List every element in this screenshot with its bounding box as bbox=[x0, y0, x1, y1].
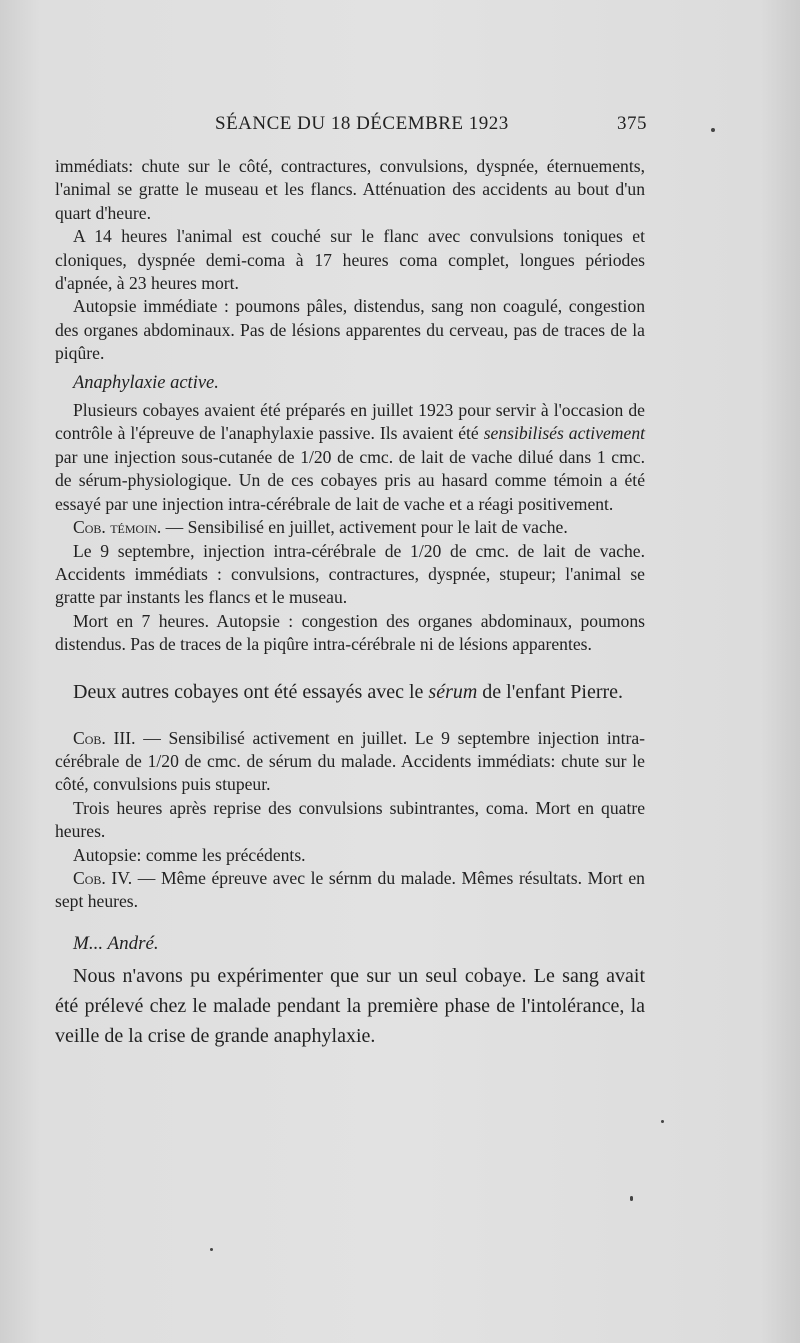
page-number: 375 bbox=[617, 113, 647, 134]
emphasis: sensibilisés activement bbox=[483, 423, 646, 444]
text-span: — Sensibilisé activement en juillet. Le 9 septembre injection intra-cérébrale de 1/20 de cmc. de sérum du malade. Accidents immédiats: chute sur le côté, convulsions puis stupeur. bbox=[55, 727, 645, 795]
text-span: — Même épreuve avec le sérnm du malade. Mêmes résultats. Mort en sept heures. bbox=[55, 867, 645, 912]
specimen-label: Cob. témoin. bbox=[73, 517, 162, 538]
text-span: par une injection sous-cutanée de 1/20 de cmc. de lait de vache dilué dans 1 cmc. de sérum-physiologique. Un de ces cobayes pris au hasard comme témoin a été essayé par une injection intra-cérébrale de lait de vache et a réagi positivement. bbox=[55, 446, 645, 514]
paragraph: A 14 heures l'animal est couché sur le flanc avec convulsions toniques et cloniques, dyspnée demi-coma à 17 heures coma complet, longues périodes d'apnée, à 23 heures mort. bbox=[55, 226, 645, 294]
paragraph bbox=[55, 867, 645, 914]
text-span: de l'enfant Pierre. bbox=[482, 680, 624, 703]
speck-mark bbox=[711, 128, 715, 132]
emphasis: sérum bbox=[428, 680, 478, 703]
paragraph: Autopsie: comme les précédents. bbox=[73, 844, 306, 865]
paragraph: immédiats: chute sur le côté, contractures, convulsions, dyspnée, éternuements, l'animal se gratte le museau et les flancs. Atténuation des accidents au bout d'un quart d'heure. bbox=[55, 156, 645, 223]
paragraph-large: Nous n'avons pu expérimenter que sur un seul cobaye. Le sang avait été prélevé chez le malade pendant la première phase de l'intolérance, la veille de la crise de grande anaphylaxie. bbox=[55, 965, 645, 1048]
specimen-label: Cob. IV. bbox=[73, 867, 133, 888]
paragraph: Le 9 septembre, injection intra-cérébrale de 1/20 de cmc. de lait de vache. Accidents immédiats : convulsions, contractures, dyspnée, stupeur; l'animal se gratte par instants les flancs et le museau. bbox=[55, 540, 645, 608]
speck-mark bbox=[661, 1120, 664, 1123]
text-span: — Sensibilisé en juillet, activement pour le lait de vache. bbox=[165, 517, 568, 538]
page-body bbox=[55, 155, 645, 1051]
speck-mark bbox=[630, 1196, 633, 1201]
paragraph bbox=[55, 399, 645, 516]
speck-mark bbox=[210, 1248, 213, 1251]
paragraph bbox=[55, 727, 645, 797]
text-span: Plusieurs cobayes avaient été préparés en juillet 1923 pour servir à l'occasion de contrôle à l'épreuve de l'anaphylaxie passive. Ils avaient été bbox=[55, 400, 645, 444]
section-heading: Anaphylaxie active. bbox=[73, 372, 219, 393]
section-heading: M... André. bbox=[73, 932, 159, 954]
paragraph bbox=[55, 516, 645, 539]
specimen-label: Cob. III. bbox=[73, 727, 136, 748]
header-title: SÉANCE DU 18 DÉCEMBRE 1923 bbox=[215, 113, 509, 134]
paragraph: Autopsie immédiate : poumons pâles, distendus, sang non coagulé, congestion des organes abdominaux. Pas de lésions apparentes du cerveau, pas de traces de la piqûre. bbox=[55, 296, 645, 364]
text-span: Deux autres cobayes ont été essayés avec le bbox=[73, 680, 424, 703]
paragraph-large bbox=[55, 677, 645, 707]
paragraph: Trois heures après reprise des convulsions subintrantes, coma. Mort en quatre heures. bbox=[55, 797, 645, 842]
paragraph: Mort en 7 heures. Autopsie : congestion des organes abdominaux, poumons distendus. Pas de traces de la piqûre intra-cérébrale ni de lésions apparentes. bbox=[55, 610, 645, 655]
